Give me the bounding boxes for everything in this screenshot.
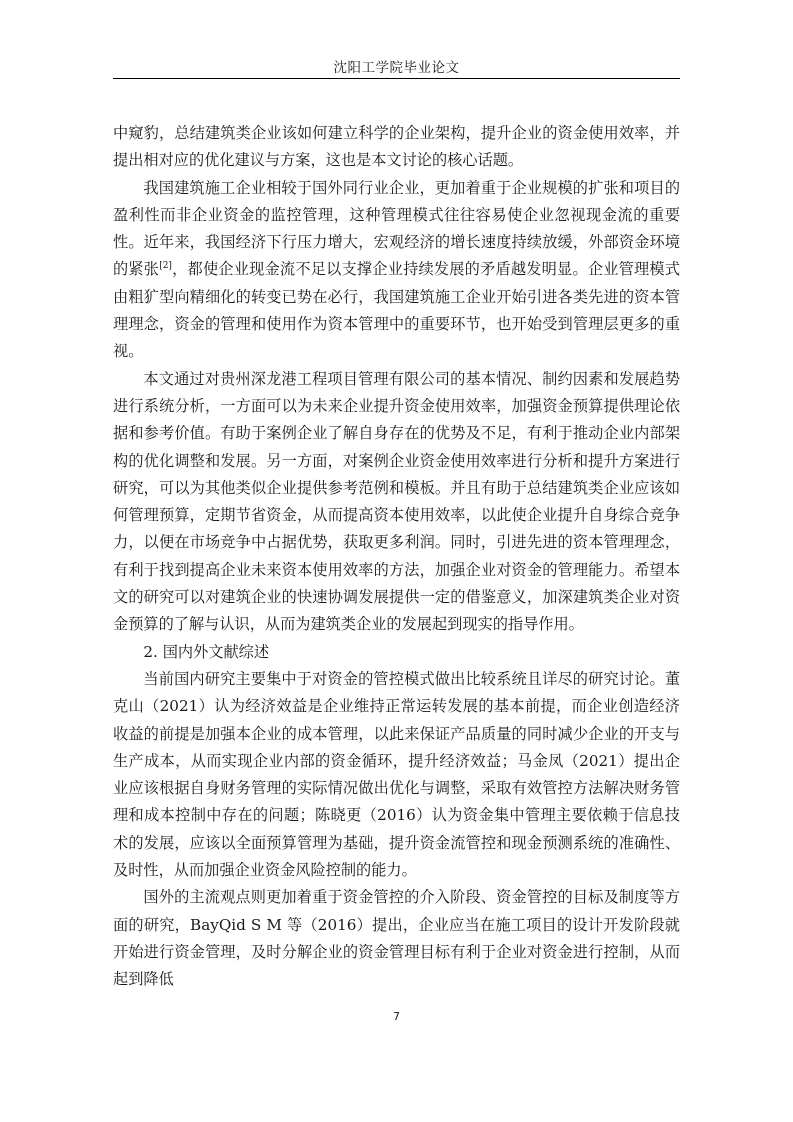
paragraph-domestic-background-text: 我国建筑施工企业相较于国外同行业企业，更加着重于企业规模的扩张和项目的盈利性而非企业资金的监控管理，这种管理模式往往容易使企业忽视现金流的重要性。近年来，我国经济下行压力增大，宏观经济的增长速度持续放缓，外部资金环境的紧张: [113, 178, 680, 279]
paragraph-domestic-literature: 当前国内研究主要集中于对资金的管控模式做出比较系统且详尽的研究讨论。董克山（2021）认为经济效益是企业维持正常运转发展的基本前提，而企业创造经济收益的前提是加强本企业的成本管理，以此来保证产品质量的同时减少企业的开支与生产成本，从而实现企业内部的资金循环，提升经济效益；马金凤（2021）提出企业应该根据自身财务管理的实际情况做出优化与调整，采取有效管控方法解决财务管理和成本控制中存在的问题；陈晓更（2016）认为资金集中管理主要依赖于信息技术的发展，应该以全面预算管理为基础，提升资金流管控和现金预测系统的准确性、及时性，从而加强企业资金风险控制的能力。: [113, 669, 680, 880]
citation-comma: ，: [171, 260, 188, 279]
paragraph-foreign-literature: 国外的主流观点则更加着重于资金管控的介入阶段、资金管控的目标及制度等方面的研究，BayQid S M 等（2016）提出，企业应当在施工项目的设计开发阶段就开始进行资金管理，及时分解企业的资金管理目标有利于企业对资金进行控制，从而起到降低: [113, 888, 680, 989]
paragraph-domestic-background-tail: 都使企业现金流不足以支撑企业持续发展的矛盾越发明显。企业管理模式由粗犷型向精细化的转变已势在必行，我国建筑施工企业开始引进各类先进的资本管理理念，资金的管理和使用作为资本管理中的重要环节，也开始受到管理层更多的重视。: [113, 260, 681, 361]
paragraph-intro-continuation: 中窥豹，总结建筑类企业该如何建立科学的企业架构，提升企业的资金使用效率，并提出相对应的优化建议与方案，这也是本文讨论的核心话题。: [113, 124, 680, 170]
page-header-title: 沈阳工学院毕业论文: [333, 60, 460, 76]
section-heading-literature-review: 2. 国内外文献综述: [143, 642, 270, 661]
document-body: [113, 120, 680, 994]
citation-reference: [2]: [159, 261, 172, 272]
paragraph-domestic-background: [113, 175, 680, 366]
header-divider: [113, 78, 680, 79]
paragraph-research-significance: 本文通过对贵州深龙港工程项目管理有限公司的基本情况、制约因素和发展趋势进行系统分析，一方面可以为未来企业提升资金使用效率，加强资金预算提供理论依据和参考价值。有助于案例企业了解自身存在的优势及不足，有利于推动企业内部架构的优化调整和发展。另一方面，对案例企业资金使用效率进行分析和提升方案进行研究，可以为其他类似企业提供参考范例和模板。并且有助于总结建筑类企业应该如何管理预算，定期节省资金，从而提高资本使用效率，以此使企业提升自身综合竞争力，以便在市场竞争中占据优势，获取更多利润。同时，引进先进的资本管理理念，有利于找到提高企业未来资本使用效率的方法，加强企业对资金的管理能力。希望本文的研究可以对建筑企业的快速协调发展提供一定的借鉴意义，加深建筑类企业对资金预算的了解与认识，从而为建筑类企业的发展起到现实的指导作用。: [113, 369, 680, 634]
page-number: 7: [393, 1010, 400, 1023]
